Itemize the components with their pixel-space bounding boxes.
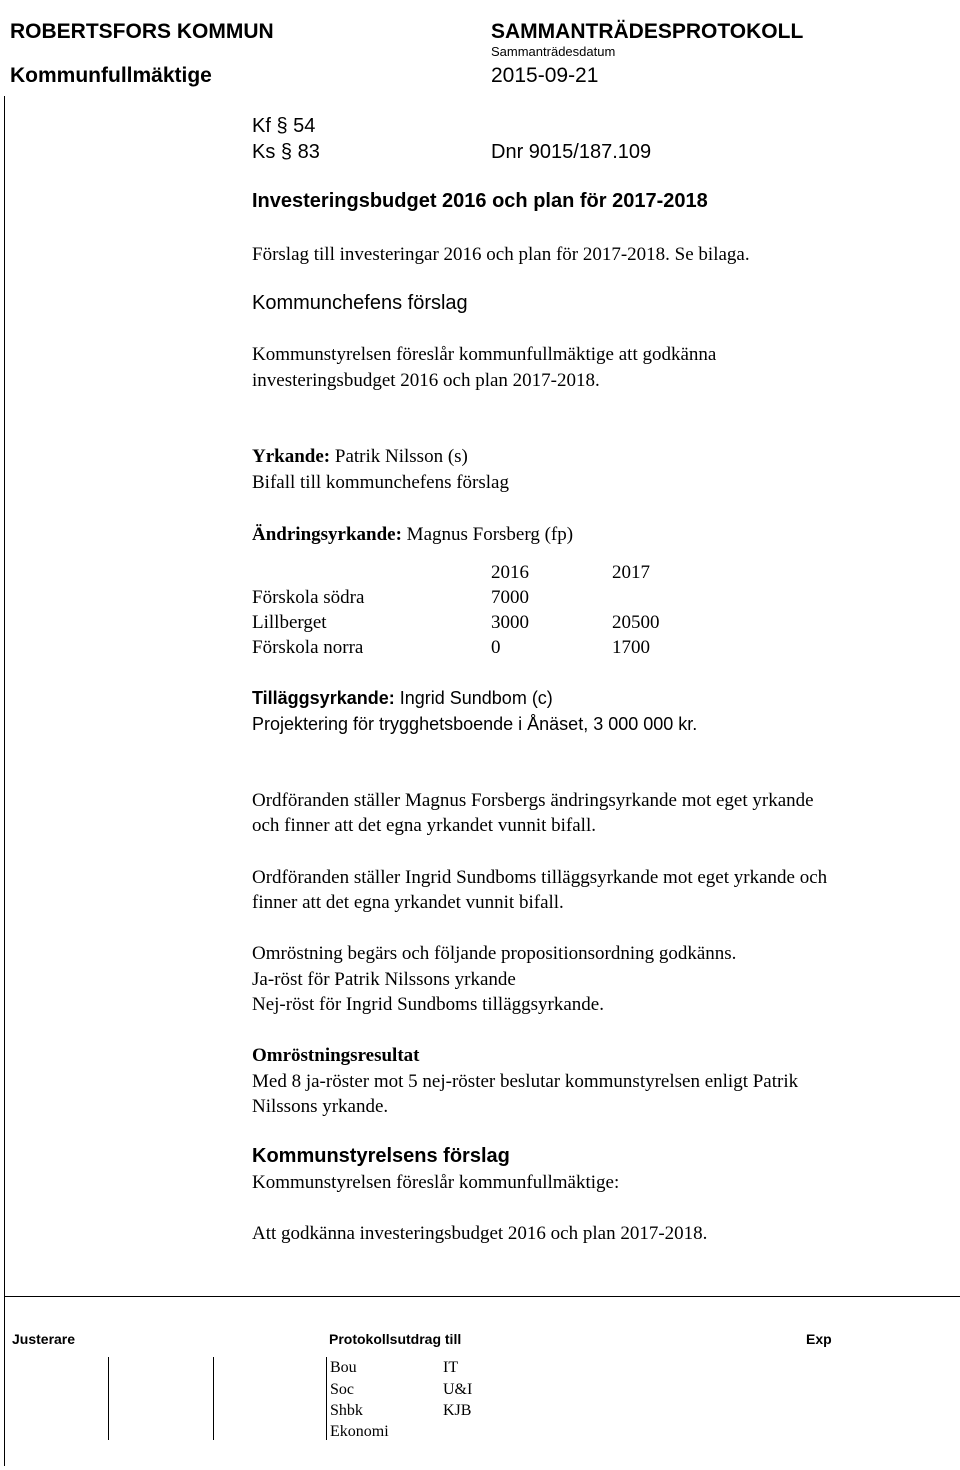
ks-forslag-heading: Kommunstyrelsens förslag [252,1145,510,1167]
year-header-2017: 2017 [612,562,650,583]
table-row-2016: 7000 [491,587,529,608]
omrostning-line-1: Omröstning begärs och följande propositionsordning godkänns. [252,943,737,964]
yrkande-text: Bifall till kommunchefens förslag [252,472,509,493]
tillagg-label: Tilläggsyrkande: [252,688,395,708]
recipient: Soc [330,1381,354,1398]
kf-paragraph: Kf § 54 [252,115,316,137]
tillagg-text: Projektering för trygghetsboende i Ånäset, 3 000 000 kr. [252,714,698,734]
table-row-2017: 20500 [612,612,660,633]
page-title: Investeringsbudget 2016 och plan för 2017-2018 [252,190,708,212]
ordf1-line-1: Ordföranden ställer Magnus Forsbergs ändringsyrkande mot eget yrkande [252,790,814,811]
signature-divider-3 [326,1357,327,1440]
ks-forslag-line-2: Att godkänna investeringsbudget 2016 och plan 2017-2018. [252,1223,708,1244]
resultat-line-1: Med 8 ja-röster mot 5 nej-röster beslutar kommunstyrelsen enligt Patrik [252,1071,799,1092]
resultat-heading: Omröstningsresultat [252,1045,420,1066]
doc-type: SAMMANTRÄDESPROTOKOLL [491,20,804,43]
year-header-2016: 2016 [491,562,529,583]
ordf2-line-2: finner att det egna yrkandet vunnit bifall. [252,892,564,913]
kommunchef-heading: Kommunchefens förslag [252,292,468,314]
ks-paragraph: Ks § 83 [252,141,320,163]
diary-number: Dnr 9015/187.109 [491,141,652,163]
recipient: Bou [330,1359,357,1376]
ks-forslag-line-1: Kommunstyrelsen föreslår kommunfullmäktige: [252,1172,620,1193]
left-border [4,96,5,1296]
omrostning-line-3: Nej-röst för Ingrid Sundboms tilläggsyrkande. [252,994,604,1015]
kommunchef-line-1: Kommunstyrelsen föreslår kommunfullmäktige att godkänna [252,344,717,365]
intro-text: Förslag till investeringar 2016 och plan för 2017-2018. Se bilaga. [252,244,750,265]
footer-utdrag: Protokollsutdrag till [329,1331,462,1347]
table-row-name: Förskola södra [252,587,365,608]
table-row-2017: 1700 [612,637,650,658]
recipient: Shbk [330,1402,363,1419]
org-name: ROBERTSFORS KOMMUN [10,20,274,43]
recipient: Ekonomi [330,1423,389,1440]
omrostning-line-2: Ja-röst för Patrik Nilssons yrkande [252,969,516,990]
recipient: U&I [443,1381,473,1398]
footer-left-border [4,1296,5,1466]
recipient: IT [443,1359,459,1376]
signature-divider-2 [213,1357,214,1440]
date-label: Sammanträdesdatum [491,44,616,59]
tillagg-line [252,688,553,709]
andring-who: Magnus Forsberg (fp) [406,524,574,545]
yrkande-who: Patrik Nilsson (s) [334,446,468,467]
table-row-2016: 0 [491,637,501,658]
table-row-name: Lillberget [252,612,327,633]
kommunchef-line-2: investeringsbudget 2016 och plan 2017-2018. [252,370,600,391]
table-row-name: Förskola norra [252,637,364,658]
footer-justerare: Justerare [12,1331,76,1347]
ordf2-line-1: Ordföranden ställer Ingrid Sundboms tilläggsyrkande mot eget yrkande och [252,867,828,888]
committee-name: Kommunfullmäktige [10,64,212,87]
signature-divider-1 [108,1357,109,1440]
ordf1-line-2: och finner att det egna yrkandet vunnit bifall. [252,815,596,836]
andring-label: Ändringsyrkande: [252,524,402,545]
tillagg-who: Ingrid Sundbom (c) [399,688,553,708]
andring-line [252,524,573,546]
recipient: KJB [443,1402,472,1419]
yrkande-line [252,446,468,468]
meeting-date: 2015-09-21 [491,64,599,87]
footer-divider [4,1296,960,1297]
resultat-line-2: Nilssons yrkande. [252,1096,389,1117]
table-row-2016: 3000 [491,612,529,633]
yrkande-label: Yrkande: [252,446,331,467]
footer-exp: Exp [806,1331,832,1347]
